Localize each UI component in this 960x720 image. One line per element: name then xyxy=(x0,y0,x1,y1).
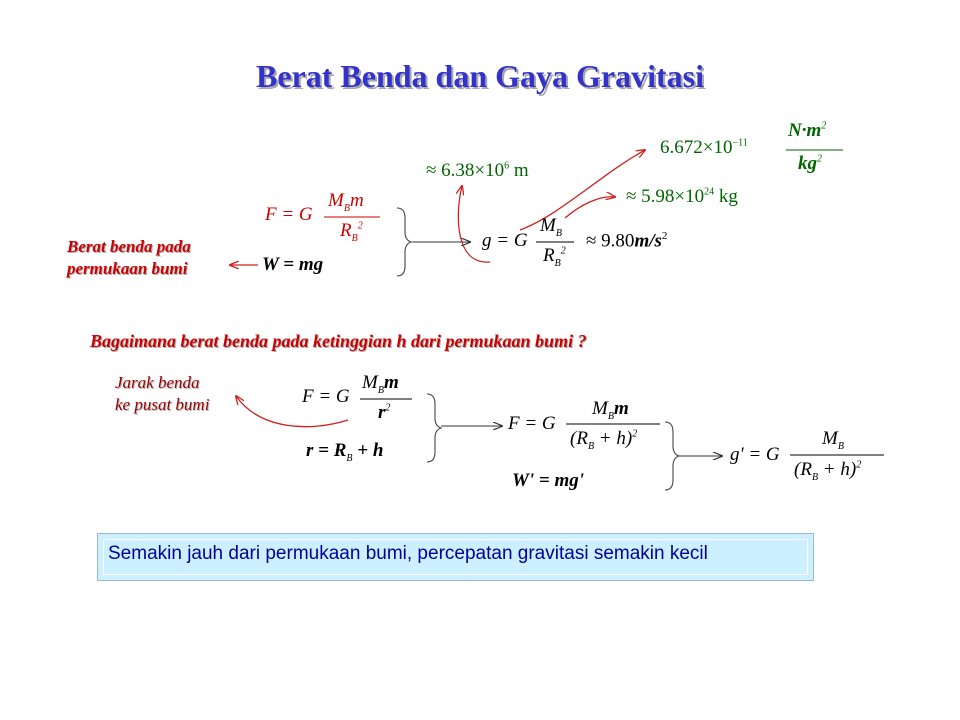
weight-surface-label: Berat benda pada permukaan bumi xyxy=(67,237,191,278)
formula-force-expanded-denominator: $(R_B + h)^2$ xyxy=(570,428,638,452)
question-heading: Bagaimana berat benda pada ketinggian h dari permukaan bumi ? xyxy=(90,331,587,351)
conclusion-text: Semakin jauh dari permukaan bumi, percepatan gravitasi semakin kecil xyxy=(108,543,708,564)
gravity-value: ≈ $9.80m/s^2$ xyxy=(586,230,668,252)
earth-radius-value: ≈ $6.38\times 10^6$ m xyxy=(426,160,529,181)
distance-center-label: Jarak benda ke pusat bumi xyxy=(115,373,210,414)
formula-distance: $r = R_B + h$ xyxy=(306,440,384,464)
earth-mass-value: ≈ $5.98\times 10^{24}$ kg xyxy=(626,186,738,207)
formula-weight-height: W' = mg' xyxy=(512,470,585,491)
formula-force-height-denominator: $r^2$ xyxy=(378,402,391,423)
brace-3 xyxy=(665,422,679,490)
formula-force-height: F = G xyxy=(302,386,350,407)
page-title: Berat Benda dan Gaya Gravitasi xyxy=(255,58,704,94)
formula-force-expanded: F = G xyxy=(508,413,556,434)
formula-force-surface: F = G xyxy=(265,204,313,225)
formula-gravity-numerator: $M_B$ xyxy=(540,215,562,239)
gravitational-constant-unit-den: $kg^2$ xyxy=(798,153,822,174)
brace-1 xyxy=(397,208,411,276)
formula-gravity-height-denominator: $(R_B + h)^2$ xyxy=(794,459,862,483)
formula-gravity-denominator: $R_B^2$ xyxy=(543,245,566,269)
brace-2 xyxy=(427,394,441,462)
gravitational-constant-unit-num: $N\cdot m^2$ xyxy=(788,120,827,141)
formula-gravity-height-numerator: $M_B$ xyxy=(822,428,844,452)
gravitational-constant-value: $6.672\times 10^{-11}$ xyxy=(660,137,748,158)
formula-gravity: g = G xyxy=(482,230,528,251)
formula-weight: W = mg xyxy=(262,254,324,275)
formula-force-height-numerator: $M_Bm$ xyxy=(362,372,399,396)
formula-force-expanded-numerator: $M_Bm$ xyxy=(592,398,629,422)
formula-force-surface-numerator: $M_Bm$ xyxy=(328,190,364,214)
formula-gravity-height: g' = G xyxy=(730,444,780,465)
formula-force-surface-denominator: $R_B^2$ xyxy=(340,220,363,244)
